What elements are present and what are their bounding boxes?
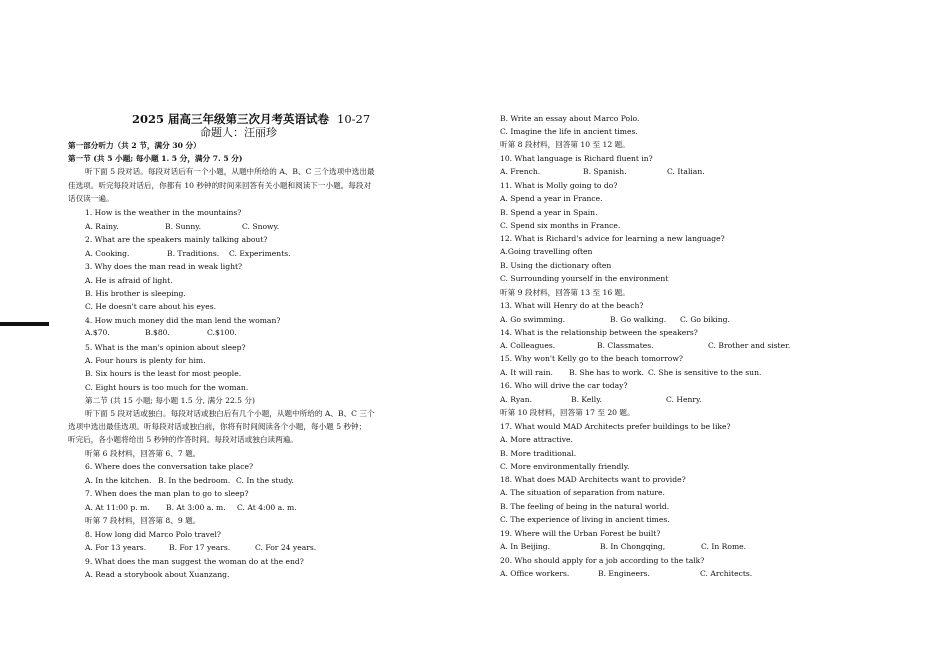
left-option-c: C. Snowy. bbox=[242, 222, 280, 231]
left-option-c: C. Experiments. bbox=[229, 249, 291, 258]
left-option-b: B. At 3:00 a. m. bbox=[166, 503, 226, 512]
right-line-24 bbox=[500, 422, 731, 431]
right-line-31 bbox=[500, 515, 670, 524]
left-line-text: 听完后，各小题将给出 5 秒钟的作答时间。每段对话或独白读两遍。 bbox=[68, 435, 298, 444]
right-line-text: A.Going travelling often bbox=[500, 247, 593, 256]
left-line-30 bbox=[85, 530, 221, 539]
left-line-27 bbox=[85, 489, 249, 498]
right-line-14 bbox=[500, 288, 630, 297]
left-line-text: 听下面 5 段对话。每段对话后有一个小题，从题中所给的 A、B、C 三个选项中选出最 bbox=[85, 167, 375, 176]
left-line-text: A. Cooking. bbox=[85, 249, 130, 258]
left-line-text: A. Read a storybook about Xuanzang. bbox=[85, 570, 230, 579]
left-line-text: 4. How much money did the man lend the woman? bbox=[85, 316, 281, 325]
right-option-b: B. She has to work. bbox=[569, 368, 644, 377]
right-option-c: C. In Rome. bbox=[701, 542, 747, 551]
right-line-text: A. Colleagues. bbox=[500, 341, 556, 350]
right-line-text: 10. What language is Richard fluent in? bbox=[500, 154, 653, 163]
left-line-12 bbox=[85, 289, 186, 298]
right-line-15 bbox=[500, 301, 644, 310]
left-line-text: A. Four hours is plenty for him. bbox=[85, 356, 206, 365]
right-line-text: C. Surrounding yourself in the environment bbox=[500, 274, 669, 283]
right-line-25 bbox=[500, 435, 573, 444]
right-line-text: 15. Why won't Kelly go to the beach tomorrow? bbox=[500, 354, 683, 363]
left-option-c: C.$100. bbox=[207, 328, 237, 337]
right-line-19 bbox=[500, 354, 683, 363]
left-option-c: C. At 4:00 a. m. bbox=[237, 503, 297, 512]
left-line-26 bbox=[85, 476, 294, 485]
left-line-11 bbox=[85, 276, 173, 285]
right-line-text: B. More traditional. bbox=[500, 449, 577, 458]
left-line-text: 6. Where does the conversation take place? bbox=[85, 462, 254, 471]
right-line-2 bbox=[500, 127, 638, 136]
left-line-text: 话仅读一遍。 bbox=[68, 194, 114, 203]
left-line-2 bbox=[68, 154, 242, 163]
right-line-18 bbox=[500, 341, 791, 350]
right-line-30 bbox=[500, 502, 669, 511]
right-line-33 bbox=[500, 542, 747, 551]
right-line-text: B. Write an essay about Marco Polo. bbox=[500, 114, 640, 123]
left-line-text: 听第 6 段材料，回答第 6、7 题。 bbox=[85, 449, 201, 458]
right-line-text: A. The situation of separation from nature. bbox=[500, 488, 665, 497]
right-line-text: 12. What is Richard's advice for learning a new language? bbox=[500, 234, 725, 243]
right-line-11 bbox=[500, 247, 592, 256]
left-line-23 bbox=[68, 435, 298, 444]
left-line-8 bbox=[85, 235, 267, 244]
right-line-text: 19. Where will the Urban Forest be built? bbox=[500, 529, 661, 538]
right-line-6 bbox=[500, 181, 617, 190]
exam-title-text: 2025 届高三年级第三次月考英语试卷 bbox=[132, 112, 330, 126]
right-line-21 bbox=[500, 381, 628, 390]
left-option-c: C. For 24 years. bbox=[255, 543, 317, 552]
right-line-text: A. Office workers. bbox=[500, 569, 570, 578]
right-line-text: A. Go swimming. bbox=[500, 315, 566, 324]
page-edge-marker bbox=[0, 322, 49, 326]
exam-date: 10-27 bbox=[337, 112, 371, 126]
left-line-text: A. Rainy. bbox=[85, 222, 119, 231]
left-line-text: 第一节 (共 5 小题; 每小题 1. 5 分，满分 7. 5 分) bbox=[68, 154, 243, 163]
right-line-3 bbox=[500, 140, 630, 149]
right-option-c: C. Brother and sister. bbox=[708, 341, 791, 350]
left-line-text: 1. How is the weather in the mountains? bbox=[85, 208, 242, 217]
left-line-29 bbox=[85, 516, 200, 525]
right-option-b: B. Spanish. bbox=[583, 167, 627, 176]
left-line-9 bbox=[85, 249, 291, 258]
left-line-5 bbox=[68, 194, 114, 203]
left-line-text: 5. What is the man's opinion about sleep? bbox=[85, 343, 246, 352]
right-option-c: C. Architects. bbox=[700, 569, 753, 578]
right-line-17 bbox=[500, 328, 698, 337]
right-option-b: B. In Chongqing, bbox=[600, 542, 666, 551]
right-line-text: C. Imagine the life in ancient times. bbox=[500, 127, 638, 136]
left-line-text: A. In the kitchen. bbox=[85, 476, 152, 485]
right-line-text: 20. Who should apply for a job according to the talk? bbox=[500, 556, 705, 565]
left-line-text: C. Eight hours is too much for the woman. bbox=[85, 383, 249, 392]
right-line-text: A. French. bbox=[500, 167, 541, 176]
left-line-15 bbox=[85, 328, 237, 337]
right-line-35 bbox=[500, 569, 753, 578]
right-line-text: C. More environmentally friendly. bbox=[500, 462, 630, 471]
left-option-b: B. Sunny. bbox=[165, 222, 201, 231]
right-line-text: B. The feeling of being in the natural world. bbox=[500, 502, 670, 511]
left-line-31 bbox=[85, 543, 317, 552]
right-line-32 bbox=[500, 529, 660, 538]
right-line-text: 听第 8 段材料，回答第 10 至 12 题。 bbox=[500, 140, 630, 149]
right-line-text: 18. What does MAD Architects want to provide? bbox=[500, 475, 686, 484]
right-option-c: C. Henry. bbox=[666, 395, 702, 404]
left-line-text: A. At 11:00 p. m. bbox=[85, 503, 150, 512]
left-line-text: A. For 13 years. bbox=[85, 543, 147, 552]
right-line-28 bbox=[500, 475, 686, 484]
right-line-text: 16. Who will drive the car today? bbox=[500, 381, 628, 390]
right-line-text: A. Ryan. bbox=[500, 395, 533, 404]
left-line-text: B. His brother is sleeping. bbox=[85, 289, 186, 298]
right-option-b: B. Kelly. bbox=[571, 395, 602, 404]
left-option-c: C. In the study. bbox=[236, 476, 294, 485]
right-option-c: C. Go biking. bbox=[680, 315, 730, 324]
left-line-10 bbox=[85, 262, 242, 271]
left-line-25 bbox=[85, 462, 253, 471]
right-line-text: C. Spend six months in France. bbox=[500, 221, 621, 230]
right-line-4 bbox=[500, 154, 653, 163]
right-line-9 bbox=[500, 221, 620, 230]
right-line-27 bbox=[500, 462, 629, 471]
left-line-22 bbox=[68, 422, 366, 431]
right-line-text: 听第 9 段材料，回答第 13 至 16 题。 bbox=[500, 288, 630, 297]
left-line-text: 第一部分听力（共 2 节，满分 30 分） bbox=[68, 141, 201, 150]
left-line-24 bbox=[85, 449, 200, 458]
left-option-b: B. Traditions. bbox=[167, 249, 220, 258]
right-line-text: B. Using the dictionary often bbox=[500, 261, 612, 270]
left-line-18 bbox=[85, 369, 241, 378]
left-line-20 bbox=[85, 396, 255, 405]
right-line-1 bbox=[500, 114, 639, 123]
left-line-21 bbox=[85, 409, 375, 418]
left-line-text: 3. Why does the man read in weak light? bbox=[85, 262, 243, 271]
left-option-b: B. For 17 years. bbox=[169, 543, 231, 552]
right-option-b: B. Go walking. bbox=[610, 315, 667, 324]
left-line-text: 佳选项。听完每段对话后，你都有 10 秒钟的时间来回答有关小题和阅读下一小题。每段对 bbox=[68, 181, 372, 190]
right-line-10 bbox=[500, 234, 725, 243]
right-line-text: 14. What is the relationship between the speakers? bbox=[500, 328, 698, 337]
left-option-b: B.$80. bbox=[145, 328, 170, 337]
right-line-text: A. In Beijing. bbox=[500, 542, 551, 551]
left-line-text: 2. What are the speakers mainly talking about? bbox=[85, 235, 268, 244]
right-option-b: B. Engineers. bbox=[598, 569, 650, 578]
right-line-text: A. More attractive. bbox=[500, 435, 573, 444]
right-line-text: 13. What will Henry do at the beach? bbox=[500, 301, 644, 310]
right-line-text: A. Spend a year in France. bbox=[500, 194, 603, 203]
right-line-text: C. The experience of living in ancient times. bbox=[500, 515, 670, 524]
right-line-29 bbox=[500, 488, 665, 497]
left-line-text: 听第 7 段材料，回答第 8、9 题。 bbox=[85, 516, 201, 525]
right-option-b: B. Classmates. bbox=[597, 341, 654, 350]
right-line-text: 11. What is Molly going to do? bbox=[500, 181, 618, 190]
right-line-12 bbox=[500, 261, 611, 270]
left-line-text: 9. What does the man suggest the woman do at the end? bbox=[85, 557, 304, 566]
right-line-20 bbox=[500, 368, 762, 377]
left-line-text: A.$70. bbox=[85, 328, 110, 337]
left-line-33 bbox=[85, 570, 229, 579]
right-line-7 bbox=[500, 194, 603, 203]
left-line-4 bbox=[68, 181, 371, 190]
right-line-34 bbox=[500, 556, 704, 565]
left-line-text: 第二节 (共 15 小题; 每小题 1.5 分, 满分 22.5 分) bbox=[85, 396, 255, 405]
right-line-8 bbox=[500, 208, 597, 217]
right-option-c: C. She is sensitive to the sun. bbox=[648, 368, 762, 377]
left-line-text: 听下面 5 段对话或独白。每段对话或独白后有几个小题，从题中所给的 A、B、C 三个 bbox=[85, 409, 375, 418]
left-line-text: 选项中选出最佳选项。听每段对话或独白前，你将有时间阅读各个小题，每小题 5 秒钟； bbox=[68, 422, 367, 431]
left-line-text: B. Six hours is the least for most people. bbox=[85, 369, 242, 378]
right-option-c: C. Italian. bbox=[667, 167, 705, 176]
right-line-text: B. Spend a year in Spain. bbox=[500, 208, 598, 217]
right-line-text: 17. What would MAD Architects prefer buildings to be like? bbox=[500, 422, 731, 431]
left-line-19 bbox=[85, 383, 248, 392]
left-line-14 bbox=[85, 316, 280, 325]
left-line-1 bbox=[68, 141, 201, 150]
left-line-text: 8. How long did Marco Polo travel? bbox=[85, 530, 221, 539]
left-line-text: 7. When does the man plan to go to sleep? bbox=[85, 489, 249, 498]
left-line-17 bbox=[85, 356, 206, 365]
left-line-32 bbox=[85, 557, 304, 566]
exam-author: 命题人：汪丽珍 bbox=[200, 126, 277, 139]
left-line-13 bbox=[85, 302, 216, 311]
right-line-text: 听第 10 段材料，回答第 17 至 20 题。 bbox=[500, 408, 635, 417]
right-line-13 bbox=[500, 274, 668, 283]
left-option-b: B. In the bedroom. bbox=[158, 476, 231, 485]
left-line-28 bbox=[85, 503, 297, 512]
left-line-6 bbox=[85, 208, 241, 217]
right-line-26 bbox=[500, 449, 576, 458]
left-line-3 bbox=[85, 167, 375, 176]
left-line-16 bbox=[85, 343, 246, 352]
left-line-text: A. He is afraid of light. bbox=[85, 276, 173, 285]
left-line-7 bbox=[85, 222, 280, 231]
right-line-16 bbox=[500, 315, 730, 324]
right-line-22 bbox=[500, 395, 702, 404]
left-line-text: C. He doesn't care about his eyes. bbox=[85, 302, 217, 311]
right-line-5 bbox=[500, 167, 705, 176]
right-line-text: A. It will rain. bbox=[500, 368, 553, 377]
right-line-23 bbox=[500, 408, 635, 417]
